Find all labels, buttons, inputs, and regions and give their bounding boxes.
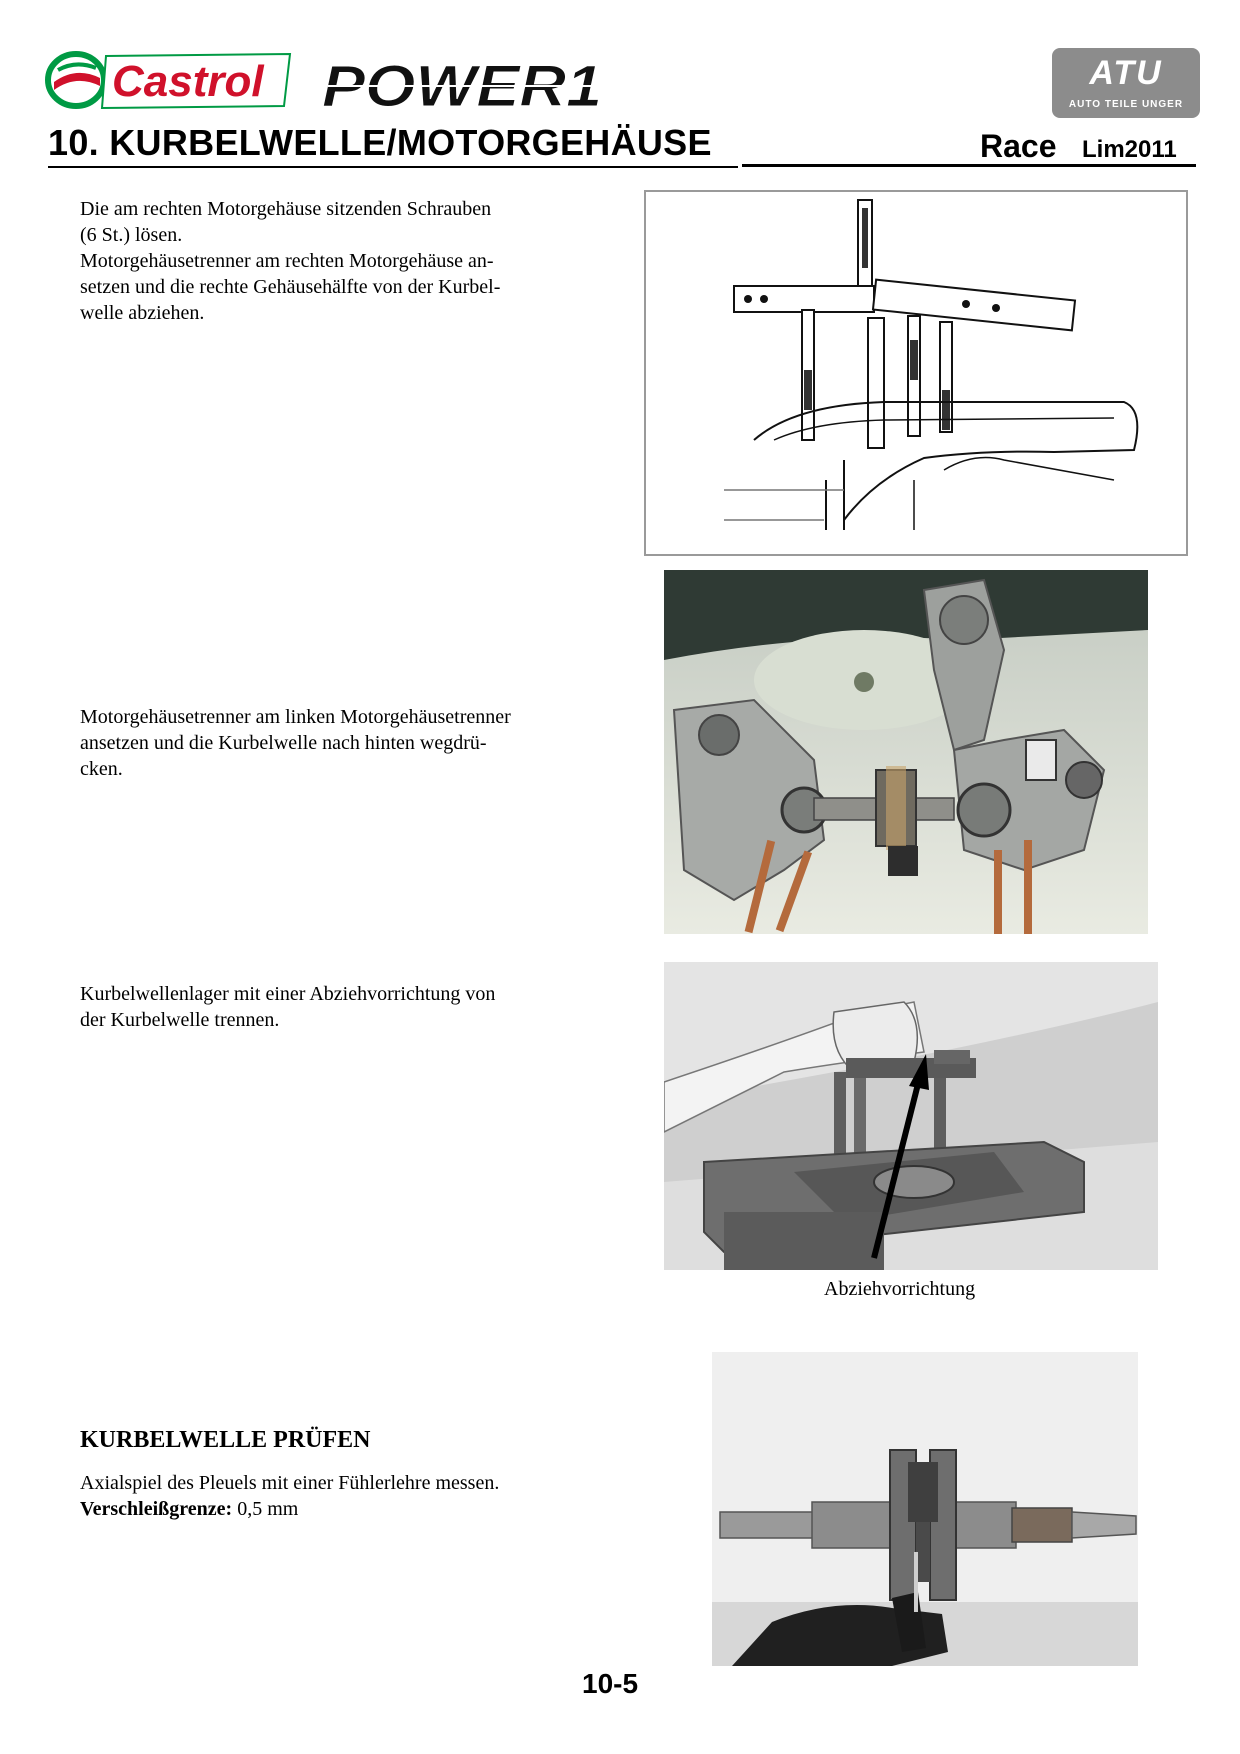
atu-wordmark: ATU	[1089, 54, 1163, 92]
crankcase-split-photo	[664, 570, 1148, 934]
wear-limit-label: Verschleißgrenze:	[80, 1498, 233, 1520]
model-label: Lim2011	[1082, 136, 1177, 163]
bearing-puller-photo	[664, 962, 1158, 1270]
inspection-text	[80, 1470, 640, 1522]
text-line: setzen und die rechte Gehäusehälfte von der Kurbel-	[80, 276, 501, 298]
crankshaft-check-photo	[712, 1352, 1138, 1666]
inspection-instruction: Axialspiel des Pleuels mit einer Fühlerlehre messen.	[80, 1472, 500, 1494]
castrol-logo	[44, 48, 292, 112]
text-line: Die am rechten Motorgehäuse sitzenden Schrauben	[80, 198, 492, 220]
page-number: 10-5	[582, 1668, 639, 1699]
text-line: Motorgehäusetrenner am linken Motorgehäusetrenner	[80, 706, 511, 728]
text-line: der Kurbelwelle trennen.	[80, 1009, 280, 1031]
wear-limit	[80, 1496, 640, 1522]
title-rule	[742, 164, 1196, 167]
text-line: Motorgehäusetrenner am rechten Motorgehäuse an-	[80, 250, 494, 272]
text-line: ansetzen und die Kurbelwelle nach hinten wegdrü-	[80, 732, 487, 754]
castrol-wordmark: Castrol	[112, 57, 264, 106]
crankcase-separator-diagram	[644, 190, 1188, 556]
puller-caption: Abziehvorrichtung	[824, 1278, 976, 1300]
step-1-text	[80, 196, 620, 326]
atu-subtitle: AUTO TEILE UNGER	[1068, 99, 1184, 110]
power1-wordmark: POWER1	[322, 56, 602, 114]
text-line: welle abziehen.	[80, 302, 205, 324]
power1-logo	[318, 56, 608, 114]
section-heading: KURBELWELLE PRÜFEN	[80, 1427, 371, 1453]
wear-limit-value: 0,5 mm	[232, 1498, 299, 1520]
text-line: cken.	[80, 758, 123, 780]
step-2-text	[80, 704, 620, 782]
step-3-text	[80, 981, 620, 1033]
text-line: (6 St.) lösen.	[80, 224, 183, 246]
race-label: Race	[980, 128, 1057, 164]
title-underline	[48, 166, 738, 168]
text-line: Kurbelwellenlager mit einer Abziehvorrichtung von	[80, 983, 496, 1005]
page-title: 10. KURBELWELLE/MOTORGEHÄUSE	[48, 122, 712, 163]
atu-logo	[1052, 48, 1200, 118]
